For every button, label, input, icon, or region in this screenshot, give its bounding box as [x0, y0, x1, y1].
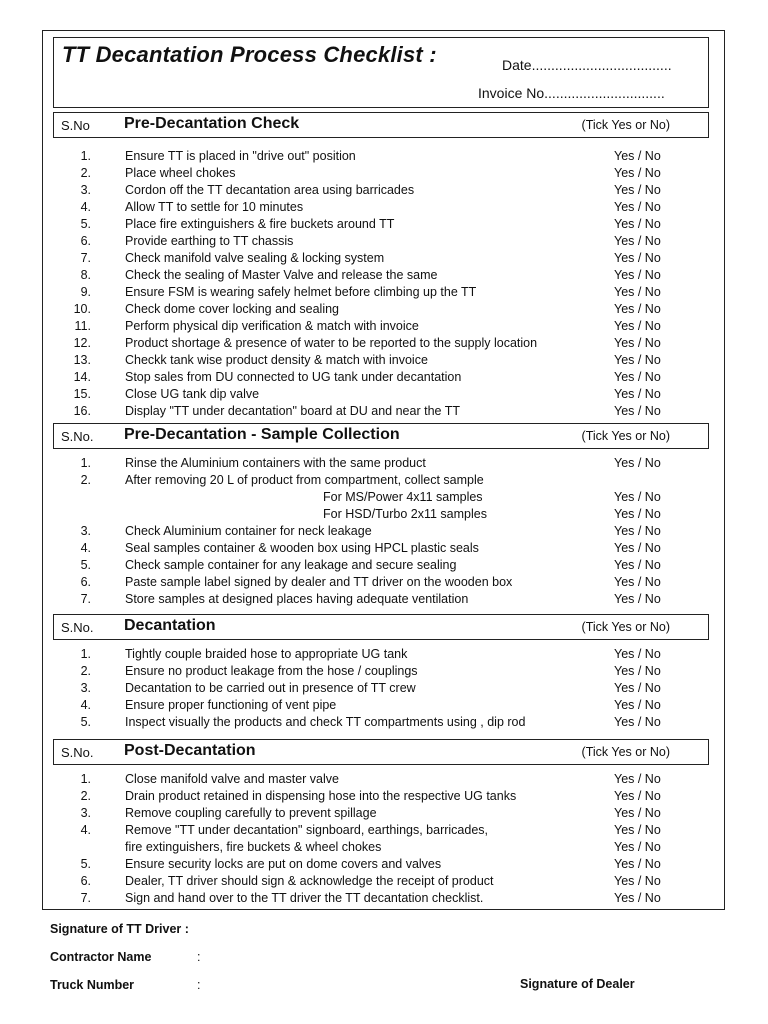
yes-no-option[interactable]: Yes / No	[614, 251, 661, 265]
yes-no-option[interactable]: Yes / No	[614, 772, 661, 786]
yes-no-option[interactable]: Yes / No	[614, 647, 661, 661]
item-number: 4.	[80, 698, 91, 712]
checklist-item	[0, 251, 768, 268]
checklist-item	[0, 874, 768, 891]
item-text: Check manifold valve sealing & locking system	[125, 251, 385, 265]
item-text: After removing 20 L of product from compartment, collect sample	[125, 473, 484, 487]
item-text: Close manifold valve and master valve	[125, 772, 339, 786]
checklist-item	[0, 524, 768, 541]
item-number: 14.	[73, 370, 91, 384]
section-tick-label: (Tick Yes or No)	[581, 429, 670, 443]
yes-no-option[interactable]: Yes / No	[614, 592, 661, 606]
checklist-item	[0, 183, 768, 200]
section-title: Post-Decantation	[124, 742, 256, 759]
checklist-item	[0, 823, 768, 840]
yes-no-option[interactable]: Yes / No	[614, 558, 661, 572]
item-number: 5.	[80, 217, 91, 231]
item-number: 8.	[80, 268, 91, 282]
yes-no-option[interactable]: Yes / No	[614, 217, 661, 231]
item-text: Close UG tank dip valve	[125, 387, 260, 401]
checklist-item	[0, 806, 768, 823]
section-header	[53, 112, 709, 138]
checklist-item	[0, 772, 768, 789]
yes-no-option[interactable]: Yes / No	[614, 353, 661, 367]
item-text: Remove coupling carefully to prevent spillage	[125, 806, 377, 820]
item-number: 3.	[80, 806, 91, 820]
checklist-item	[0, 575, 768, 592]
section-title: Decantation	[124, 617, 216, 634]
yes-no-option[interactable]: Yes / No	[614, 575, 661, 589]
yes-no-option[interactable]: Yes / No	[614, 874, 661, 888]
item-text: Inspect visually the products and check TT compartments using , dip rod	[125, 715, 526, 729]
checklist-item	[0, 234, 768, 251]
yes-no-option[interactable]: Yes / No	[614, 823, 661, 837]
yes-no-option[interactable]: Yes / No	[614, 302, 661, 316]
checklist-item	[0, 558, 768, 575]
yes-no-option[interactable]: Yes / No	[614, 507, 661, 521]
checklist-item	[0, 789, 768, 806]
item-number: 12.	[73, 336, 91, 350]
invoice-field: Invoice No...............................	[478, 85, 665, 101]
section-header	[53, 423, 709, 449]
checklist-item	[0, 336, 768, 353]
item-text: Ensure FSM is wearing safely helmet before climbing up the TT	[125, 285, 477, 299]
checklist-item	[0, 541, 768, 558]
yes-no-option[interactable]: Yes / No	[614, 891, 661, 905]
checklist-item	[0, 840, 768, 857]
checklist-item	[0, 285, 768, 302]
checklist-item	[0, 319, 768, 336]
item-text: Rinse the Aluminium containers with the same product	[125, 456, 426, 470]
item-text: For HSD/Turbo 2x11 samples	[323, 507, 487, 521]
checklist-item	[0, 200, 768, 217]
driver-signature-label: Signature of TT Driver :	[50, 922, 189, 936]
item-text: Place fire extinguishers & fire buckets around TT	[125, 217, 395, 231]
yes-no-option[interactable]: Yes / No	[614, 268, 661, 282]
section-title: Pre-Decantation Check	[124, 115, 300, 132]
item-number: 1.	[80, 647, 91, 661]
item-number: 5.	[80, 857, 91, 871]
item-text: Check sample container for any leakage and secure sealing	[125, 558, 457, 572]
item-text: Product shortage & presence of water to be reported to the supply location	[125, 336, 538, 350]
item-number: 3.	[80, 183, 91, 197]
item-text: Check the sealing of Master Valve and release the same	[125, 268, 438, 282]
truck-number-colon: :	[197, 978, 201, 992]
item-number: 1.	[80, 456, 91, 470]
yes-no-option[interactable]: Yes / No	[614, 166, 661, 180]
item-number: 13.	[73, 353, 91, 367]
checklist-item	[0, 507, 768, 524]
item-text: Ensure security locks are put on dome covers and valves	[125, 857, 442, 871]
item-text: Check Aluminium container for neck leakage	[125, 524, 372, 538]
section-sno-label: S.No.	[61, 745, 94, 760]
page-title: TT Decantation Process Checklist :	[62, 42, 437, 67]
section-tick-label: (Tick Yes or No)	[581, 745, 670, 759]
checklist-item	[0, 490, 768, 507]
checklist-item	[0, 473, 768, 490]
yes-no-option[interactable]: Yes / No	[614, 200, 661, 214]
yes-no-option[interactable]: Yes / No	[614, 681, 661, 695]
yes-no-option[interactable]: Yes / No	[614, 456, 661, 470]
item-number: 4.	[80, 541, 91, 555]
checklist-item	[0, 217, 768, 234]
item-text: Ensure TT is placed in "drive out" position	[125, 149, 356, 163]
truck-number-label: Truck Number	[50, 978, 135, 992]
checklist-item	[0, 166, 768, 183]
item-number: 5.	[80, 558, 91, 572]
item-text: Drain product retained in dispensing hose into the respective UG tanks	[125, 789, 517, 803]
section-tick-label: (Tick Yes or No)	[581, 118, 670, 132]
checklist-item	[0, 268, 768, 285]
item-text: Paste sample label signed by dealer and TT driver on the wooden box	[125, 575, 513, 589]
item-text: Check dome cover locking and sealing	[125, 302, 340, 316]
item-text: Ensure no product leakage from the hose / couplings	[125, 664, 418, 678]
checklist-item	[0, 149, 768, 166]
yes-no-option[interactable]: Yes / No	[614, 404, 661, 418]
item-number: 9.	[80, 285, 91, 299]
checklist-item	[0, 592, 768, 609]
section-sno-label: S.No.	[61, 620, 94, 635]
item-text: Allow TT to settle for 10 minutes	[125, 200, 304, 214]
item-number: 6.	[80, 234, 91, 248]
yes-no-option[interactable]: Yes / No	[614, 806, 661, 820]
yes-no-option[interactable]: Yes / No	[614, 524, 661, 538]
checklist-item	[0, 370, 768, 387]
item-number: 2.	[80, 789, 91, 803]
item-text: Decantation to be carried out in presence of TT crew	[125, 681, 416, 695]
yes-no-option[interactable]: Yes / No	[614, 234, 661, 248]
contractor-name-colon: :	[197, 950, 201, 964]
checklist-item	[0, 387, 768, 404]
checklist-item	[0, 456, 768, 473]
checklist-item	[0, 647, 768, 664]
section-header	[53, 614, 709, 640]
item-text: For MS/Power 4x11 samples	[323, 490, 483, 504]
item-text: Place wheel chokes	[125, 166, 236, 180]
item-number: 15.	[73, 387, 91, 401]
yes-no-option[interactable]: Yes / No	[614, 789, 661, 803]
item-text: fire extinguishers, fire buckets & wheel chokes	[125, 840, 382, 854]
checklist-item	[0, 353, 768, 370]
item-number: 4.	[80, 200, 91, 214]
yes-no-option[interactable]: Yes / No	[614, 336, 661, 350]
yes-no-option[interactable]: Yes / No	[614, 840, 661, 854]
item-number: 3.	[80, 524, 91, 538]
item-number: 5.	[80, 715, 91, 729]
item-number: 11.	[74, 319, 91, 333]
checklist-item	[0, 404, 768, 421]
item-text: Cordon off the TT decantation area using barricades	[125, 183, 415, 197]
item-number: 3.	[80, 681, 91, 695]
item-number: 6.	[80, 874, 91, 888]
yes-no-option[interactable]: Yes / No	[614, 285, 661, 299]
checklist-item	[0, 891, 768, 908]
section-tick-label: (Tick Yes or No)	[581, 620, 670, 634]
item-text: Ensure proper functioning of vent pipe	[125, 698, 337, 712]
yes-no-option[interactable]: Yes / No	[614, 387, 661, 401]
section-title: Pre-Decantation - Sample Collection	[124, 426, 400, 443]
checklist-item	[0, 302, 768, 319]
item-number: 16.	[73, 404, 91, 418]
item-text: Provide earthing to TT chassis	[125, 234, 294, 248]
item-text: Tightly couple braided hose to appropriate UG tank	[125, 647, 408, 661]
item-number: 7.	[80, 891, 91, 905]
yes-no-option[interactable]: Yes / No	[614, 149, 661, 163]
item-text: Stop sales from DU connected to UG tank under decantation	[125, 370, 462, 384]
yes-no-option[interactable]: Yes / No	[614, 698, 661, 712]
yes-no-option[interactable]: Yes / No	[614, 857, 661, 871]
yes-no-option[interactable]: Yes / No	[614, 715, 661, 729]
yes-no-option[interactable]: Yes / No	[614, 664, 661, 678]
yes-no-option[interactable]: Yes / No	[614, 541, 661, 555]
checklist-item	[0, 857, 768, 874]
item-number: 1.	[80, 149, 91, 163]
section-sno-label: S.No	[61, 118, 90, 133]
item-text: Checkk tank wise product density & match with invoice	[125, 353, 428, 367]
item-text: Display "TT under decantation" board at DU and near the TT	[125, 404, 460, 418]
item-number: 2.	[80, 664, 91, 678]
yes-no-option[interactable]: Yes / No	[614, 183, 661, 197]
date-field: Date....................................	[502, 57, 672, 73]
item-number: 4.	[80, 823, 91, 837]
item-text: Sign and hand over to the TT driver the TT decantation checklist.	[125, 891, 484, 905]
item-number: 6.	[80, 575, 91, 589]
checklist-item	[0, 681, 768, 698]
item-text: Seal samples container & wooden box using HPCL plastic seals	[125, 541, 479, 555]
checklist-item	[0, 715, 768, 732]
item-number: 7.	[80, 592, 91, 606]
item-text: Remove "TT under decantation" signboard, earthings, barricades,	[125, 823, 489, 837]
checklist-item	[0, 664, 768, 681]
item-text: Dealer, TT driver should sign & acknowledge the receipt of product	[125, 874, 494, 888]
item-number: 1.	[80, 772, 91, 786]
item-number: 2.	[80, 473, 91, 487]
dealer-signature-label: Signature of Dealer	[520, 977, 635, 991]
section-sno-label: S.No.	[61, 429, 94, 444]
item-number: 7.	[80, 251, 91, 265]
yes-no-option[interactable]: Yes / No	[614, 490, 661, 504]
checklist-item	[0, 698, 768, 715]
item-number: 10.	[73, 302, 91, 316]
contractor-name-label: Contractor Name	[50, 950, 152, 964]
section-header	[53, 739, 709, 765]
yes-no-option[interactable]: Yes / No	[614, 319, 661, 333]
item-text: Perform physical dip verification & match with invoice	[125, 319, 419, 333]
yes-no-option[interactable]: Yes / No	[614, 370, 661, 384]
item-text: Store samples at designed places having adequate ventilation	[125, 592, 469, 606]
item-number: 2.	[80, 166, 91, 180]
